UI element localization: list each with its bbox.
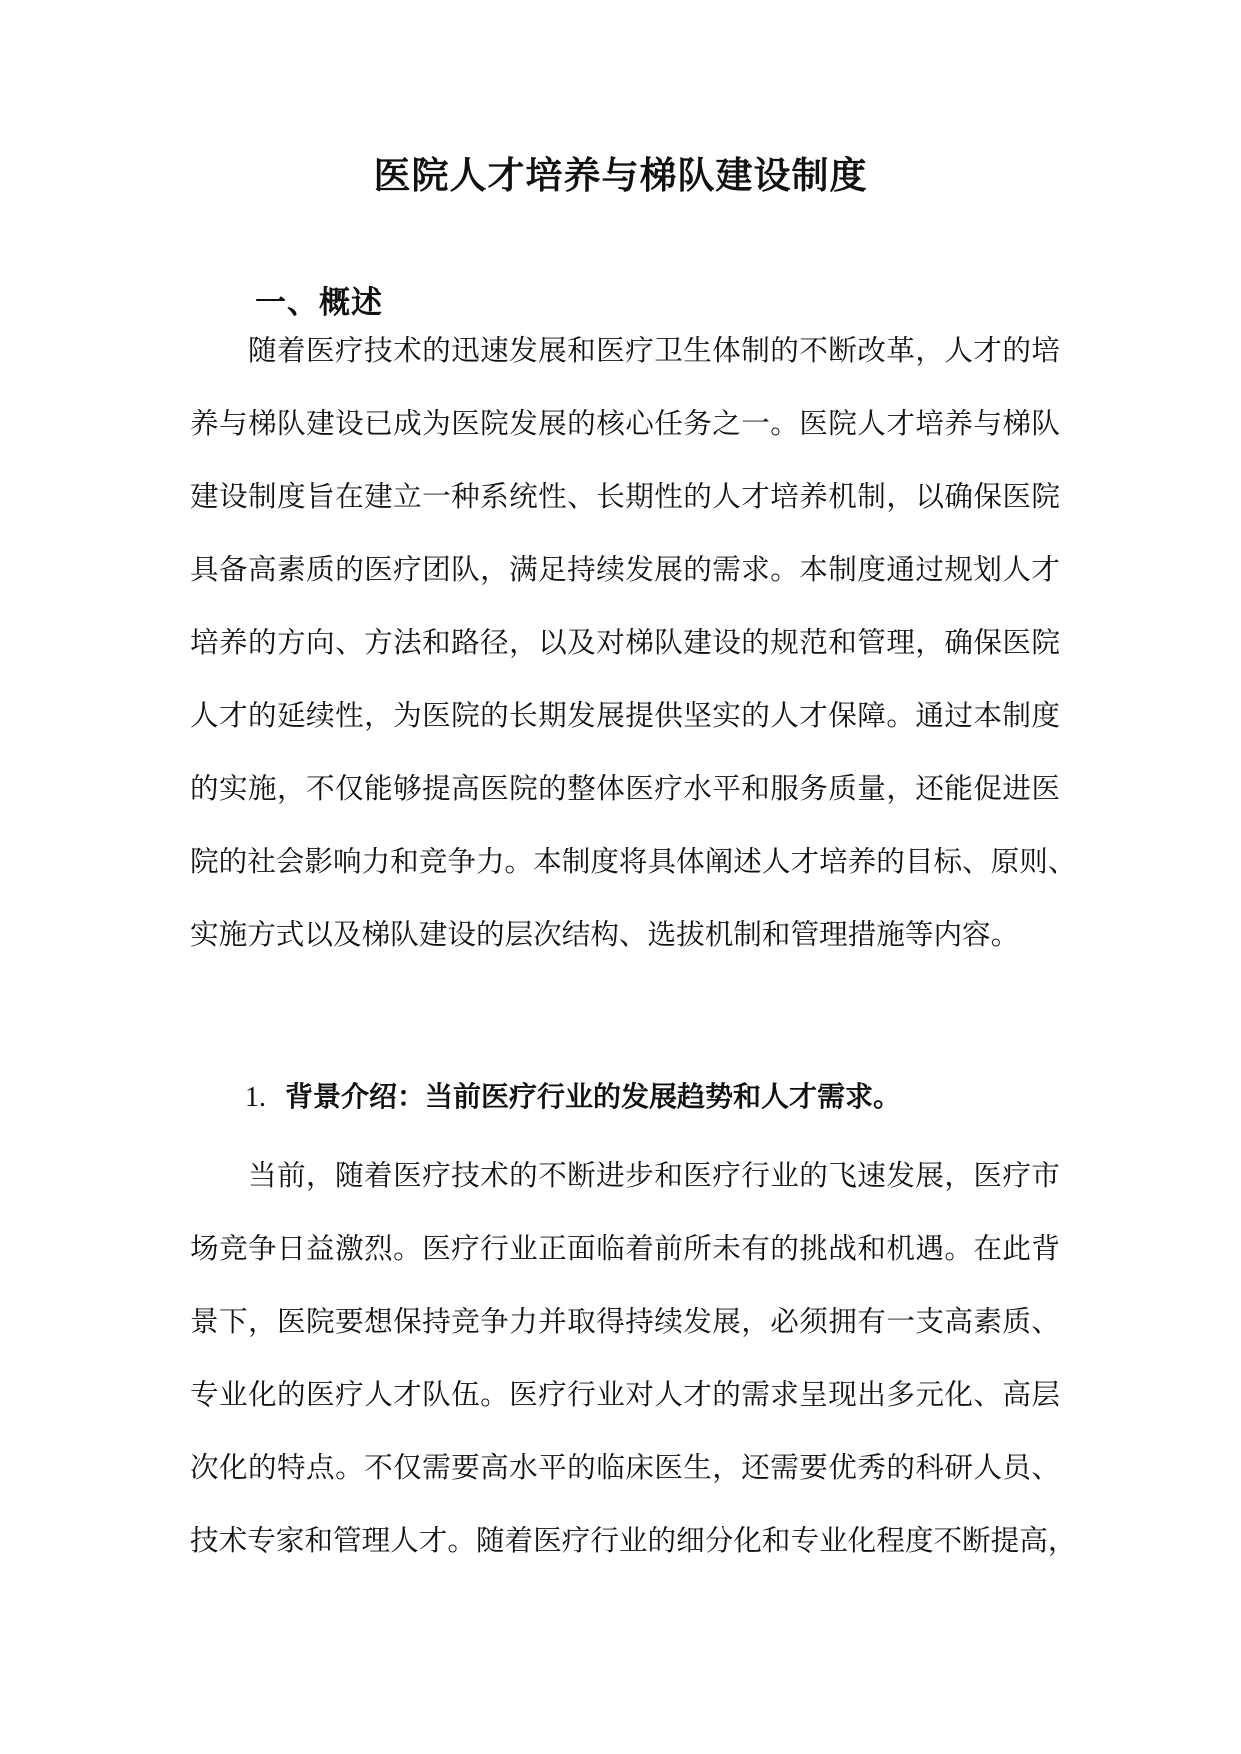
paragraph-line: 培养的方向、方法和路径，以及对梯队建设的规范和管理，确保医院 <box>190 625 1060 659</box>
paragraph-line: 建设制度旨在建立一种系统性、长期性的人才培养机制，以确保医院 <box>190 479 1060 513</box>
paragraph-line: 实施方式以及梯队建设的层次结构、选拔机制和管理措施等内容。 <box>190 917 1020 951</box>
document-title: 医院人才培养与梯队建设制度 <box>373 153 868 197</box>
paragraph-line: 专业化的医疗人才队伍。医疗行业对人才的需求呈现出多元化、高层 <box>190 1377 1060 1411</box>
paragraph-line: 具备高素质的医疗团队，满足持续发展的需求。本制度通过规划人才 <box>190 552 1060 586</box>
paragraph-line: 的实施，不仅能够提高医院的整体医疗水平和服务质量，还能促进医 <box>190 771 1060 805</box>
paragraph-line: 当前，随着医疗技术的不断进步和医疗行业的飞速发展，医疗市 <box>248 1158 1060 1192</box>
paragraph-line: 次化的特点。不仅需要高水平的临床医生，还需要优秀的科研人员、 <box>190 1450 1060 1484</box>
subsection-number: 1. <box>245 1082 266 1113</box>
subsection-heading-text: 背景介绍：当前医疗行业的发展趋势和人才需求。 <box>285 1080 902 1113</box>
paragraph-line: 技术专家和管理人才。随着医疗行业的细分化和专业化程度不断提高， <box>190 1523 1077 1557</box>
section-heading-overview: 一、概述 <box>255 285 383 321</box>
subsection-heading-background <box>245 1077 901 1118</box>
paragraph-line: 场竞争日益激烈。医疗行业正面临着前所未有的挑战和机遇。在此背 <box>190 1231 1060 1265</box>
paragraph-line: 随着医疗技术的迅速发展和医疗卫生体制的不断改革，人才的培 <box>248 333 1060 367</box>
paragraph-line: 人才的延续性，为医院的长期发展提供坚实的人才保障。通过本制度 <box>190 698 1060 732</box>
paragraph-line: 院的社会影响力和竞争力。本制度将具体阐述人才培养的目标、原则、 <box>190 844 1077 878</box>
paragraph-line: 景下，医院要想保持竞争力并取得持续发展，必须拥有一支高素质、 <box>190 1304 1060 1338</box>
paragraph-line: 养与梯队建设已成为医院发展的核心任务之一。医院人才培养与梯队 <box>190 406 1060 440</box>
